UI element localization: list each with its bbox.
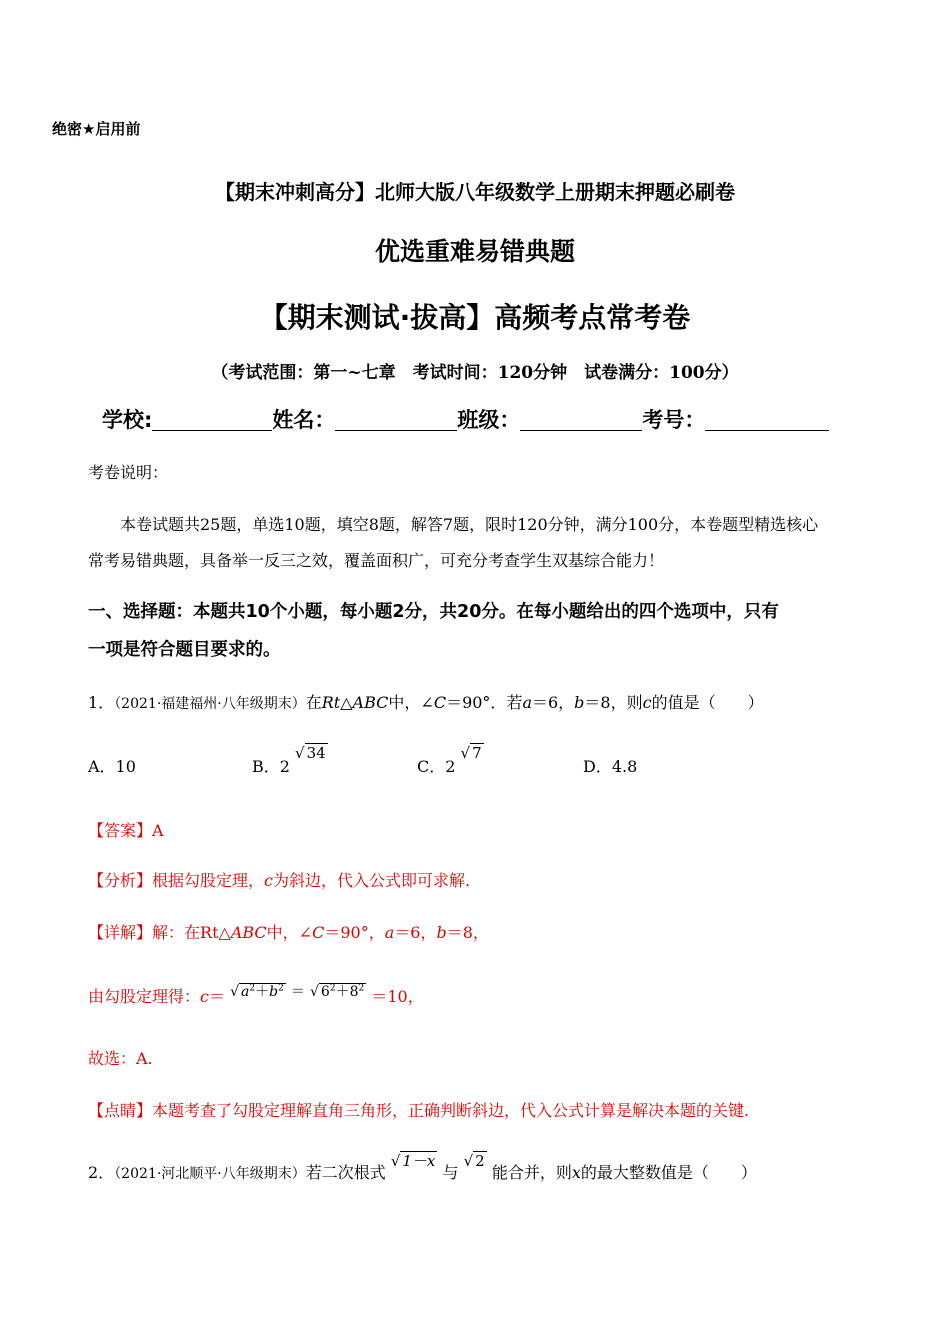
q1-comment-text: 本题考查了勾股定理解直角三角形，正确判断斜边，代入公式计算是解决本题的关键. — [152, 1101, 750, 1120]
q1-detail-bvar: b — [436, 923, 447, 942]
q1-calc-rad1-plus: ＋ — [255, 984, 270, 1000]
q2-radical-1: √ 1－x — [390, 1152, 436, 1170]
q1-calc-prefix: 由勾股定理得： — [88, 987, 201, 1006]
exam-subtitle: 优选重难易错典题 — [374, 237, 575, 266]
q1-detail-avar: a — [384, 923, 395, 942]
q1-calc-rad1-b: b — [269, 984, 279, 1000]
class-blank[interactable] — [520, 410, 642, 431]
q1-text-a: 在 — [305, 693, 322, 712]
q1-analysis-a: 根据勾股定理， — [152, 871, 265, 890]
q1-calc-exp-a: 2 — [249, 983, 256, 994]
q1-b-var: b — [574, 693, 585, 712]
q2-text-a: 若二次根式 — [305, 1163, 386, 1182]
q1-option-b-label: B．2 — [252, 757, 290, 776]
q1-option-d: D．4.8 — [583, 757, 638, 776]
q1-calc-eq2: ＝ — [290, 984, 305, 1000]
q2-radical-2: √ 2 — [463, 1152, 485, 1170]
number-label: 考号： — [642, 408, 706, 432]
q1-option-b — [252, 744, 328, 777]
school-label: 学校: — [102, 408, 153, 432]
intro-label: 考卷说明： — [88, 463, 169, 482]
q1-analysis-b: 为斜边，代入公式即可求解. — [273, 871, 471, 890]
intro-line-2: 常考易错典题，具备举一反三之效，覆盖面积广，可充分考查学生双基综合能力！ — [88, 551, 665, 570]
q1-detail — [88, 920, 489, 943]
q1-calc-radical-2: √ $6^2+8^2$ — [310, 983, 365, 1000]
q2-text-b: 与 — [442, 1163, 459, 1182]
intro-line-1: 本卷试题共25题，单选10题，填空8题，解答7题，限时120分钟，满分100分，本卷题型精选核心 — [120, 515, 819, 534]
q1-calc-rad1-a: a — [241, 984, 250, 1000]
q1-tri: △ — [340, 693, 353, 712]
q1-text-b: 中，∠ — [388, 693, 434, 712]
number-blank[interactable] — [705, 410, 829, 431]
q1-option-c — [417, 744, 484, 777]
name-blank[interactable] — [335, 410, 457, 431]
q1-detail-b: 中，∠ — [266, 923, 313, 942]
q1-option-a: A．10 — [88, 757, 136, 776]
q2-x-var: x — [571, 1163, 581, 1182]
q1-option-b-radicand: 34 — [306, 744, 326, 762]
q1-analysis — [88, 868, 470, 891]
q1-detail-abc: ABC — [230, 923, 267, 942]
q1-calc-radical-1: √ $a^2+b^2$ — [230, 983, 284, 1000]
q1-calc-exp-d: 2 — [358, 983, 365, 994]
q1-text-d: ＝6， — [531, 693, 575, 712]
q1-analysis-c: c — [264, 871, 273, 890]
class-label: 班级： — [457, 408, 521, 432]
q1-calc — [88, 984, 424, 1007]
question-2 — [88, 1152, 757, 1183]
q1-option-b-radical: √ 34 — [295, 744, 326, 762]
q1-number: 1． — [88, 693, 115, 712]
q1-calc-rad2-plus: ＋8 — [335, 984, 359, 1000]
q1-calc-exp-b: 2 — [278, 983, 284, 994]
q1-detail-c: C — [312, 923, 325, 942]
question-1 — [88, 690, 764, 713]
student-fields — [102, 404, 829, 434]
q2-text-d: 的最大整数值是（ ） — [580, 1163, 757, 1182]
q1-calc-rad2: 6 — [320, 984, 330, 1000]
q1-text-c: ＝90°．若 — [446, 693, 523, 712]
q1-abc: ABC — [352, 693, 389, 712]
q1-detail-cc: ＝90°， — [324, 923, 385, 942]
section-heading-2: 一项是符合题目要求的。 — [88, 640, 281, 660]
q1-a-var: a — [522, 693, 532, 712]
q1-comment — [88, 1098, 749, 1121]
q1-option-c-label: C．2 — [417, 757, 456, 776]
q1-detail-a: 解：在Rt△ — [152, 923, 231, 942]
q1-rt: Rt — [321, 693, 341, 712]
secret-label: 绝密★启用前 — [52, 120, 141, 138]
q1-calc-eq: ＝ — [208, 987, 225, 1006]
name-label: 姓名： — [272, 408, 336, 432]
q1-answer: 【答案】A — [88, 821, 164, 840]
q1-calc-c: c — [200, 987, 209, 1006]
exam-info: （考试范围：第一~七章 考试时间：120分钟 试卷满分：100分） — [211, 363, 739, 383]
q2-source: （2021·河北顺平·八年级期末） — [114, 1166, 306, 1182]
q1-analysis-tag: 【分析】 — [88, 871, 153, 890]
q1-comment-tag: 【点睛】 — [88, 1101, 153, 1120]
q1-c2-var: c — [642, 693, 652, 712]
school-blank[interactable] — [152, 410, 272, 431]
q1-option-c-radical: √ 7 — [460, 744, 482, 762]
q1-option-c-radicand: 7 — [472, 744, 482, 762]
q2-number: 2． — [88, 1163, 115, 1182]
q2-radicand-2: 2 — [475, 1152, 485, 1170]
q1-calc-exp-c: 2 — [329, 983, 336, 994]
q2-radicand-1: 1－x — [402, 1152, 436, 1170]
q1-detail-tag: 【详解】 — [88, 923, 153, 942]
q2-text-c: 能合并，则 — [491, 1163, 572, 1182]
q1-text-e: ＝8，则 — [584, 693, 643, 712]
q1-source: （2021·福建福州·八年级期末） — [114, 696, 306, 712]
q1-c-var: C — [433, 693, 447, 712]
q1-detail-e: ＝8， — [446, 923, 489, 942]
exam-title: 【期末冲刺高分】北师大版八年级数学上册期末押题必刷卷 — [215, 180, 735, 204]
q1-calc-result: ＝10， — [371, 987, 424, 1006]
exam-heading: 【期末测试·拔高】高频考点常考卷 — [259, 301, 691, 334]
section-heading-1: 一、选择题：本题共10个小题，每小题2分，共20分。在每小题给出的四个选项中，只有 — [88, 602, 779, 622]
q1-choice: 故选：A. — [88, 1049, 153, 1068]
q1-detail-d: ＝6， — [394, 923, 437, 942]
q1-text-f: 的值是（ ） — [651, 693, 764, 712]
